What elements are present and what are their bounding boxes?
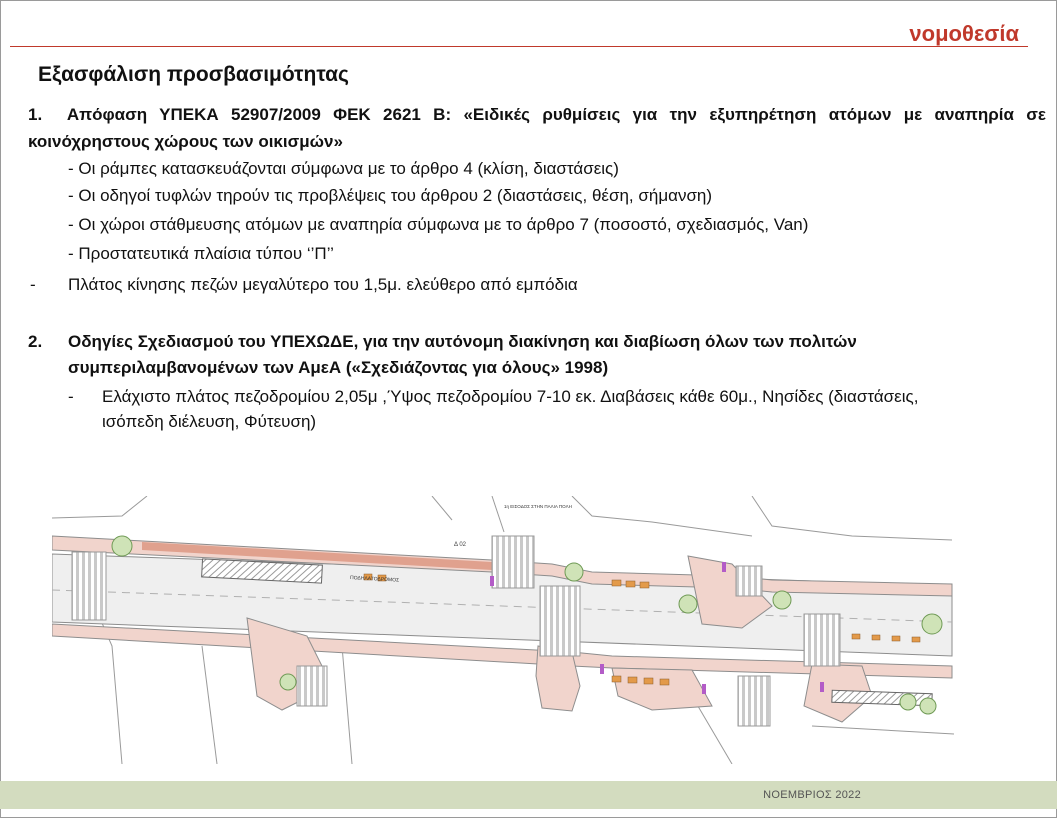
item1-bullet-ramps: - Οι ράμπες κατασκευάζονται σύμφωνα με το άρθρο 4 (κλίση, διαστάσεις): [68, 159, 619, 178]
section-label: νομοθεσία: [909, 21, 1019, 46]
crossing-top-right: [736, 566, 762, 596]
item1-number: 1.: [28, 105, 43, 124]
entrance-label: 1η ΕΙΣΟΔΟΣ ΣΤΗΝ ΠΑΛΙΑ ΠΟΛΗ: [504, 504, 572, 509]
crossing-left: [72, 552, 106, 620]
item1-bullet-tactile: - Οι οδηγοί τυφλών τηρούν τις προβλέψεις του άρθρου 2 (διαστάσεις, θέση, σήμανση): [68, 186, 713, 205]
header-divider: [10, 46, 1028, 47]
item1-bullet-parking: - Οι χώροι στάθμευσης ατόμων με αναπηρία σύμφωνα με το άρθρο 7 (ποσοστό, σχεδιασμός, Van): [68, 215, 809, 234]
crossing-center: [492, 536, 534, 588]
street-label: ΠΟΔΗΛΑΤΟΔΡΟΜΟΣ: [349, 575, 400, 584]
item1-heading-block: [28, 101, 1046, 155]
item2-number: 2.: [28, 332, 43, 351]
footer-date: ΝΟΕΜΒΡΙΟΣ 2022: [763, 789, 861, 801]
item1-heading: Απόφαση ΥΠΕΚΑ 52907/2009 ΦΕΚ 2621 Β: «Ειδικές ρυθμίσεις για την εξυπηρέτηση ατόμων με αναπηρία σε κοινόχρηστους χώρους των οικισμών»: [28, 105, 1046, 151]
footer-bar: [0, 781, 1057, 809]
dimension-label: Δ 02: [454, 542, 467, 548]
item2-bullet-line1: Ελάχιστο πλάτος πεζοδρομίου 2,05μ ,Ύψος πεζοδρομίου 7-10 εκ. Διαβάσεις κάθε 60μ., Νησίδες (διαστάσεις,: [102, 387, 919, 406]
item1-bullet-frames: - Προστατευτικά πλαίσια τύπου ‘’Π’’: [68, 244, 334, 263]
item1-extra-dash: -: [30, 275, 36, 294]
item2-heading-line1: Οδηγίες Σχεδιασμού του ΥΠΕΧΩΔΕ, για την αυτόνομη διακίνηση και διαβίωση όλων των πολιτών: [68, 332, 857, 351]
slide-title: Εξασφάλιση προσβασιμότητας: [38, 63, 349, 86]
item2-dash: -: [68, 387, 74, 406]
street-plan-drawing: [52, 496, 954, 764]
item2-bullet-line2: ισόπεδη διέλευση, Φύτευση): [102, 412, 317, 431]
crossing-middle: [540, 586, 580, 656]
item1-extra-text: Πλάτος κίνησης πεζών μεγαλύτερο του 1,5μ. ελεύθερο από εμπόδια: [68, 275, 578, 294]
crossing-right: [804, 614, 840, 666]
item2-heading-line2: συμπεριλαμβανομένων των ΑμεΑ («Σχεδιάζοντας για όλους» 1998): [68, 358, 609, 377]
crossing-lower-right: [738, 676, 770, 726]
lower-block-sidewalk: [612, 668, 712, 710]
crossing-lower-left: [297, 666, 327, 706]
